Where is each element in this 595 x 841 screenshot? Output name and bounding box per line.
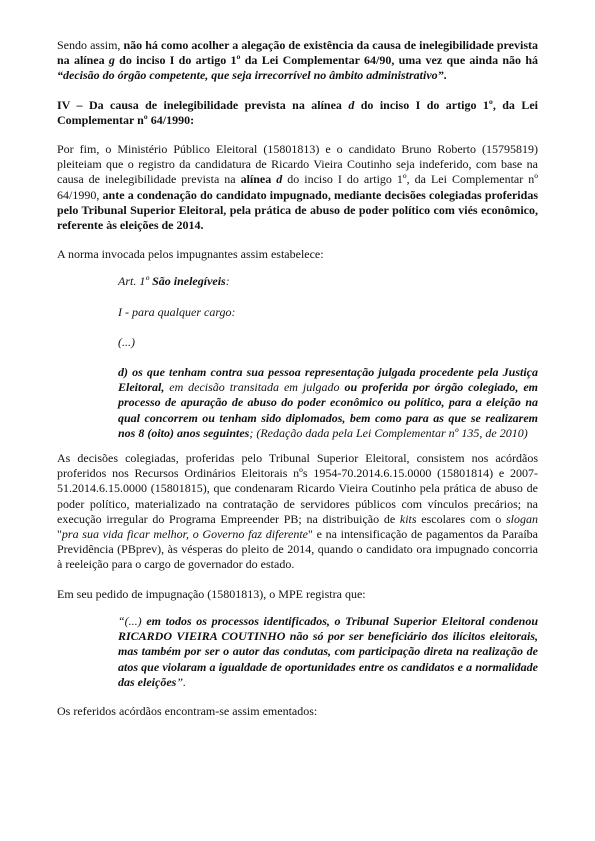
quote-alinea-d: d) os que tenham contra sua pessoa representação julgada procedente pela Justiça Eleitoral, em decisão transitada em julgado ou proferida por órgão colegiado, em processo de apuração de abuso do poder econômico ou político, para a eleição na qual concorrem ou tenham sido diplomados, bem como para as que se realizarem nos 8 (oito) anos seguintes; (Redação dada pela Lei Complementar nº 135, de 2010): [118, 365, 538, 440]
section-heading: IV – Da causa de inelegibilidade prevista na alínea d do inciso I do artigo 1º, da Lei Complementar nº 64/1990:: [57, 97, 538, 127]
mpe-quote: [118, 614, 538, 690]
paragraph-ementas-intro: Os referidos acórdãos encontram-se assim ementados:: [57, 703, 318, 718]
quote-inciso: I - para qualquer cargo:: [118, 304, 236, 319]
quote-mpe-text: “(...) em todos os processos identificados, o Tribunal Superior Eleitoral condenou RICARDO VIEIRA COUTINHO não só por ser beneficiário dos ilícitos eleitorais, mas também por ser o autor das condutas, com participação direta na realização de atos que violaram a igualdade de oportunidades entre os candidatos e a normalidade das eleições”.: [118, 613, 538, 689]
paragraph-conclusion: Sendo assim, não há como acolher a alegação de existência da causa de inelegibilidade prevista na alínea g do inciso I do artigo 1º da Lei Complementar 64/90, uma vez que ainda não há “decisão do órgão competente, que seja irrecorrível no âmbito administrativo”.: [57, 38, 538, 83]
paragraph-mpe-intro: Em seu pedido de impugnação (15801813), o MPE registra que:: [57, 586, 366, 601]
paragraph-norm-intro: A norma invocada pelos impugnantes assim estabelece:: [57, 247, 324, 262]
law-quote: [118, 274, 538, 441]
quote-ellipsis: (...): [118, 334, 135, 349]
paragraph-decisions: As decisões colegiadas, proferidas pelo Tribunal Superior Eleitoral, consistem nos acórdãos proferidos nos Recursos Ordinários Eleitorais nºs 1954-70.2014.6.15.0000 (15801814) e 2007-51.2014.6.15.0000 (15801815), que condenaram Ricardo Vieira Coutinho pela prática de abuso de poder político, materializado na contratação de servidores públicos com vínculos precários; na execução irregular do Programa Empreender PB; na distribuição de kits escolares com o slogan "pra sua vida ficar melhor, o Governo faz diferente" e na intensificação de pagamentos da Paraíba Previdência (PBprev), às vésperas do pleito de 2014, quando o candidato ora impugnado concorria à reeleição para o cargo de governador do estado.: [57, 451, 539, 572]
paragraph-request: Por fim, o Ministério Público Eleitoral (15801813) e o candidato Bruno Roberto (15795819) pleiteiam que o registro da candidatura de Ricardo Vieira Coutinho seja indeferido, com base na causa de inelegibilidade prevista na alínea d do inciso I do artigo 1º, da Lei Complementar nº 64/1990, ante a condenação do candidato impugnado, mediante decisões colegiadas proferidas pelo Tribunal Superior Eleitoral, pela prática de abuso de poder político com viés econômico, referente às eleições de 2014.: [57, 142, 538, 233]
quote-article: Art. 1º São inelegíveis:: [118, 274, 230, 289]
